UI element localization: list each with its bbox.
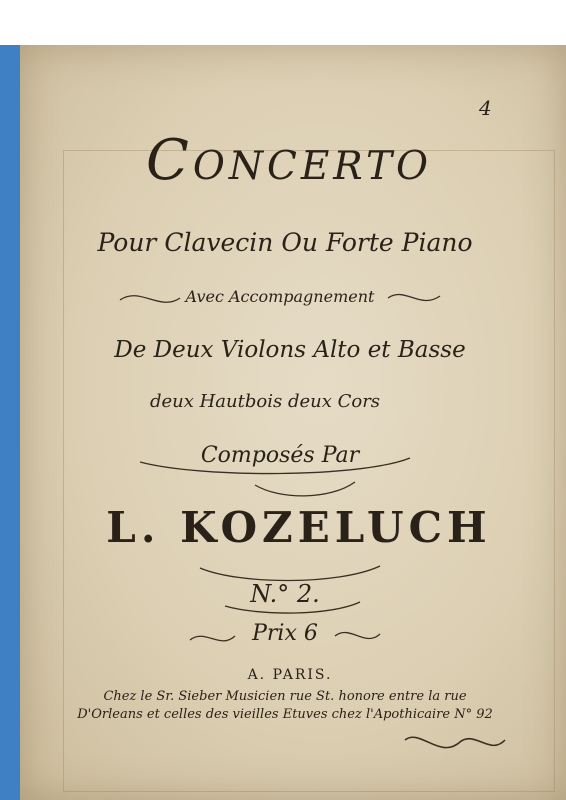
address-line-1: Chez le Sr. Sieber Musicien rue St. honore entre la rue bbox=[103, 689, 467, 704]
instrumentation-line: Pour Clavecin Ou Forte Piano bbox=[97, 228, 473, 257]
work-title: Concerto bbox=[146, 128, 432, 193]
accompaniment-line: Avec Accompagnement bbox=[185, 287, 375, 306]
flourish-composed bbox=[140, 458, 410, 474]
signature bbox=[405, 737, 505, 747]
address-line-2: D'Orleans et celles des vieilles Etuves chez l'Apothicaire N° 92 bbox=[77, 707, 493, 722]
flourish-under-composer bbox=[200, 566, 380, 581]
flourish-right-accompaniment bbox=[388, 295, 440, 301]
page-number: 4 bbox=[479, 96, 492, 120]
composed-by-line: Composés Par bbox=[200, 443, 360, 468]
composer-name: L. KOZELUCH bbox=[106, 503, 492, 552]
work-number: N.° 2. bbox=[250, 580, 320, 608]
price-line: Prix 6 bbox=[252, 621, 318, 646]
winds-line: deux Hautbois deux Cors bbox=[149, 391, 381, 412]
strings-line: De Deux Violons Alto et Basse bbox=[114, 337, 466, 363]
flourish-number bbox=[225, 602, 360, 613]
flourish-left-accompaniment bbox=[120, 296, 180, 303]
publisher-city: A. PARIS. bbox=[247, 667, 333, 683]
flourish-under-composed bbox=[255, 482, 355, 496]
flourish-price-left bbox=[190, 636, 235, 641]
flourish-price-right bbox=[335, 633, 380, 639]
